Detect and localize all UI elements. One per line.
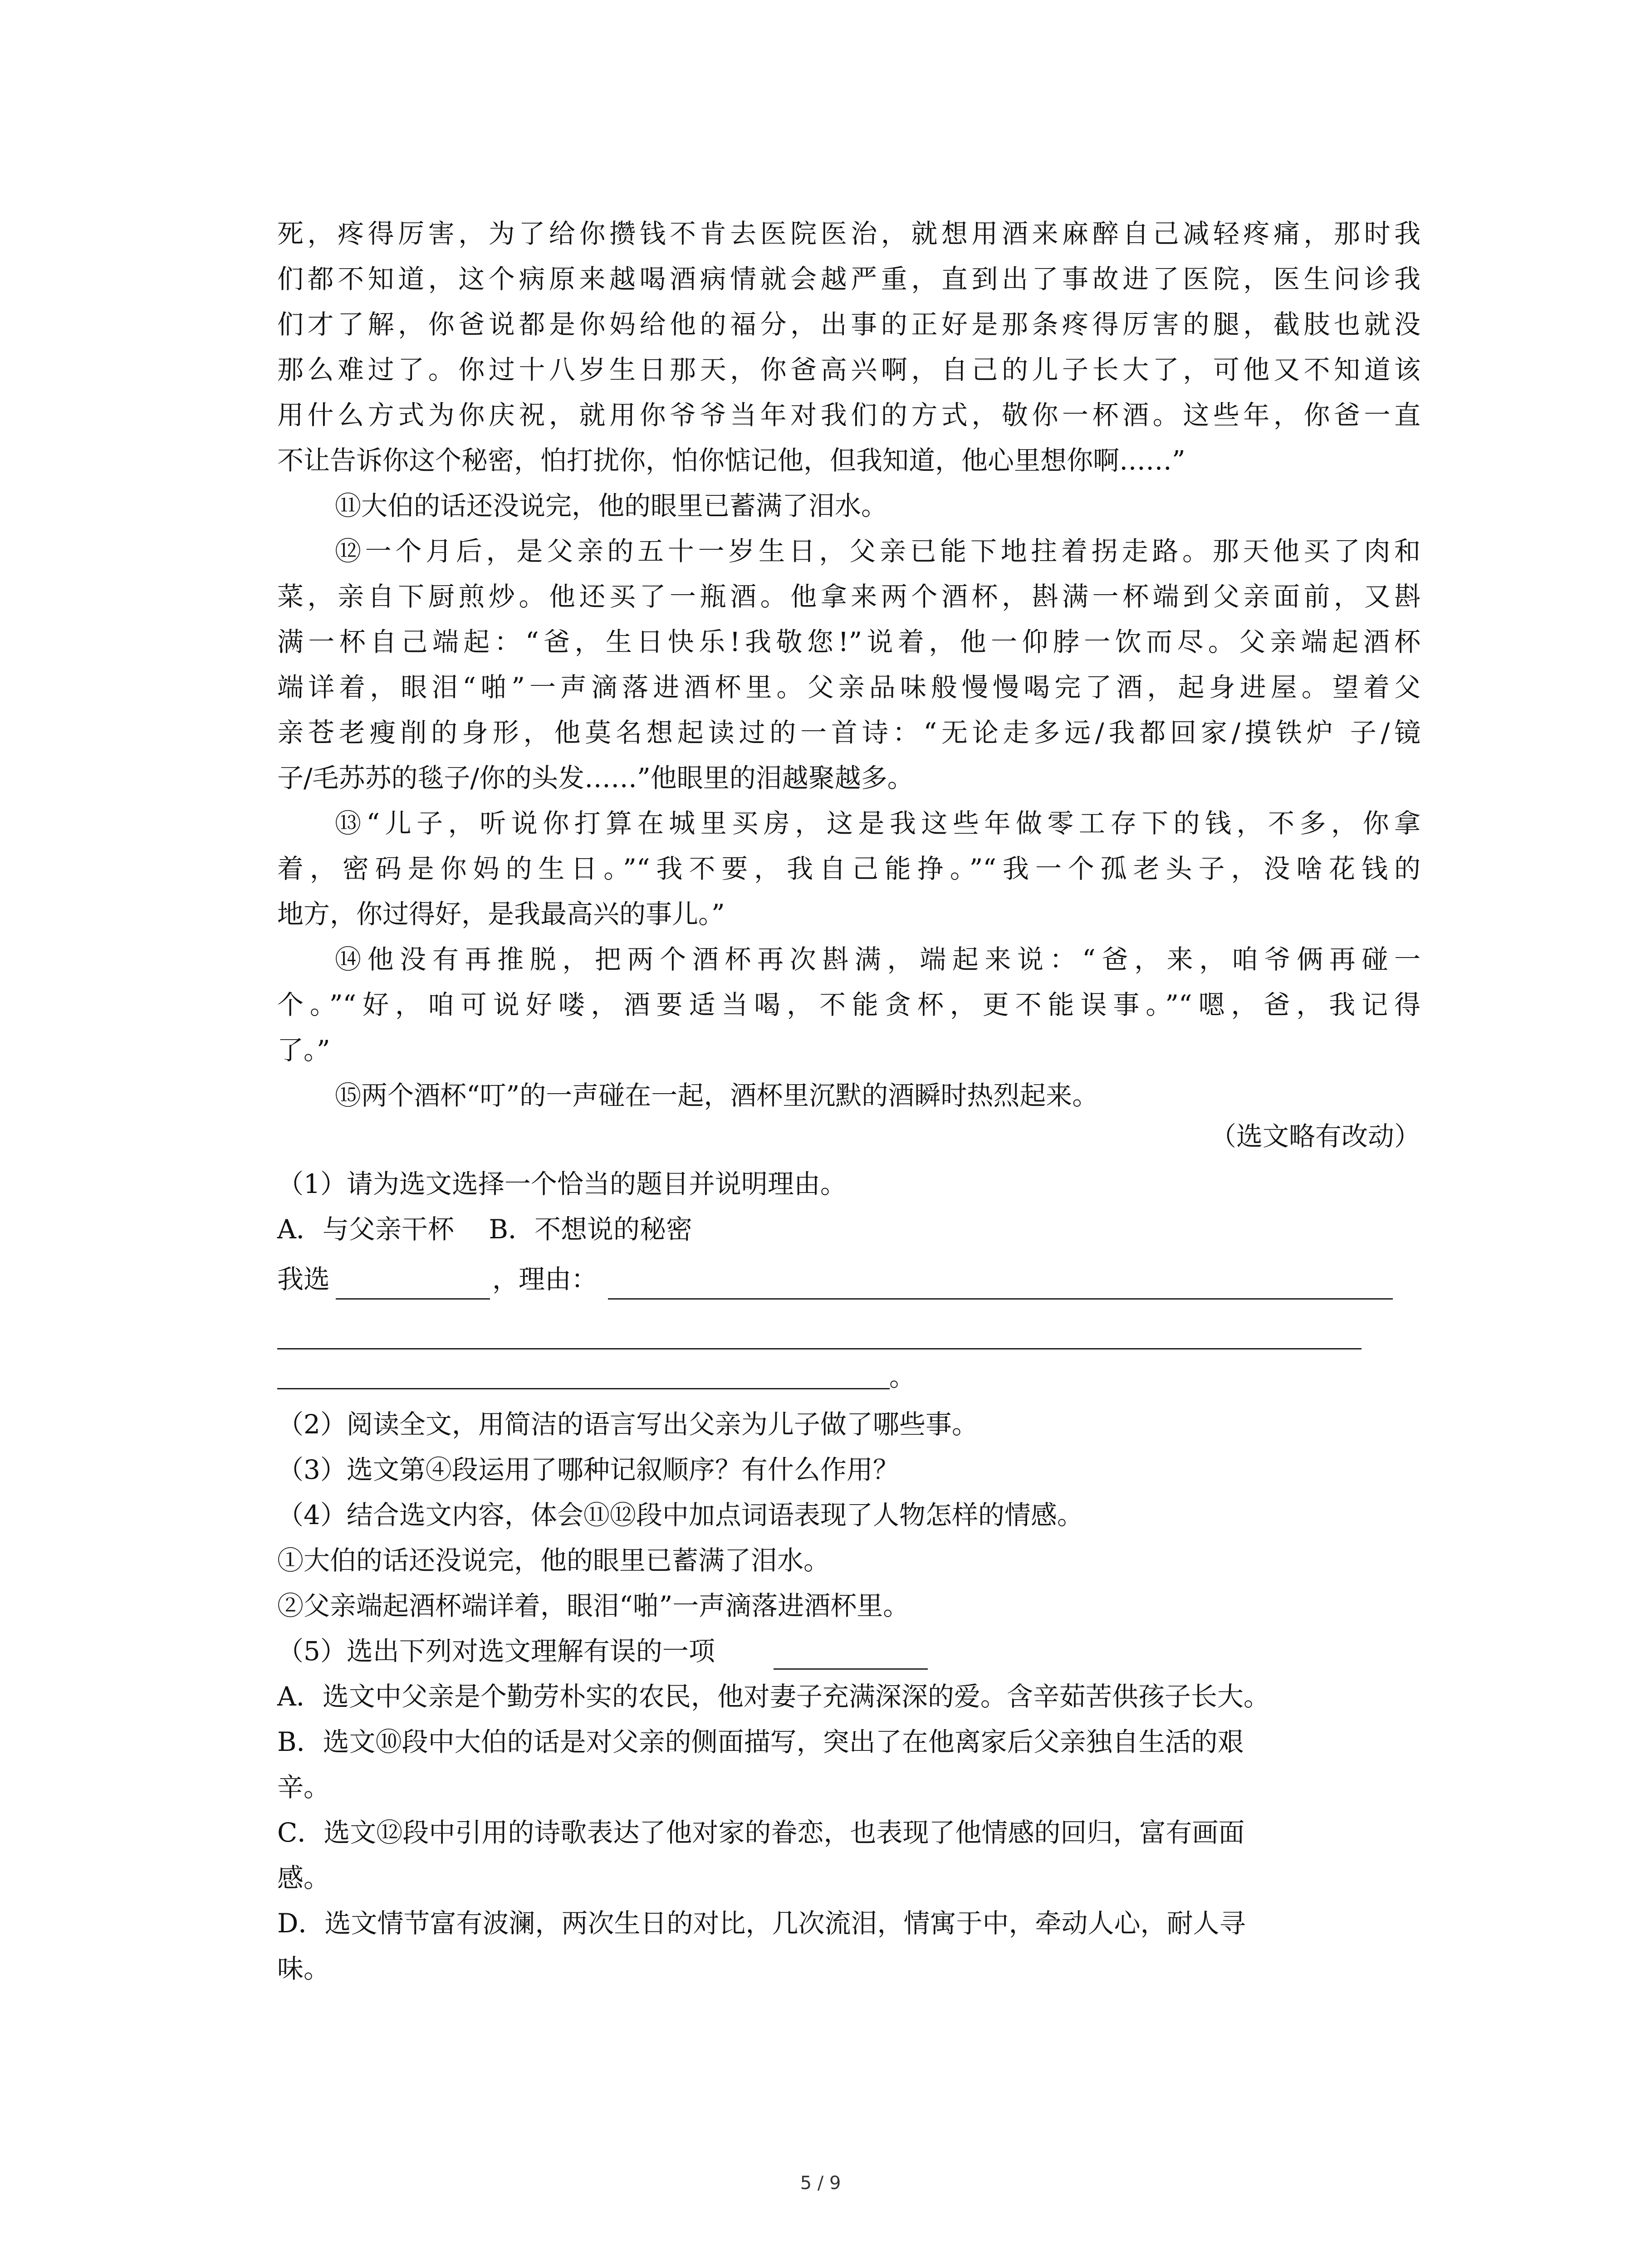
answer-blank-line[interactable]	[277, 1348, 1362, 1349]
question-5: （5）选出下列对选文理解有误的一项	[277, 1636, 715, 1667]
paragraph-11: ⑪大伯的话还没说完，他的眼里已蓄满了泪水。	[335, 490, 888, 521]
question-4-item-b: ②父亲端起酒杯端详着，眼泪“啪”一声滴落进酒杯里。	[277, 1590, 910, 1621]
question-4: （4）结合选文内容，体会⑪⑫段中加点词语表现了人物怎样的情感。	[277, 1500, 1083, 1530]
answer-blank-reason[interactable]	[608, 1298, 1393, 1300]
passage-line: 那么难过了。你过十八岁生日那天，你爸高兴啊，自己的儿子长大了，可他又不知道该	[277, 354, 1421, 385]
passage-line: 亲苍老瘦削的身形，他莫名想起读过的一首诗：“无论走多远/我都回家/摸铁炉 子/镜	[277, 717, 1421, 748]
passage-line: 端详着，眼泪“啪”一声滴落进酒杯里。父亲品味般慢慢喝完了酒，起身进屋。望着父	[277, 672, 1421, 703]
passage-line: 了。”	[277, 1035, 330, 1066]
passage-line: 个。”“好，咱可说好喽，酒要适当喝，不能贪杯，更不能误事。”“嗯，爸，我记得	[277, 989, 1421, 1020]
passage-line: 们都不知道，这个病原来越喝酒病情就会越严重，直到出了事故进了医院，医生问诊我	[277, 264, 1421, 294]
passage-line: 满一杯自己端起：“爸，生日快乐!我敬您!”说着，他一仰脖一饮而尽。父亲端起酒杯	[277, 626, 1421, 657]
question-2: （2）阅读全文，用简洁的语言写出父亲为儿子做了哪些事。	[277, 1409, 978, 1440]
option-d: D．选文情节富有波澜，两次生日的对比，几次流泪，情寓于中，牵动人心，耐人寻	[277, 1908, 1246, 1939]
option-c: C．选文⑫段中引用的诗歌表达了他对家的眷恋，也表现了他情感的回归，富有画面	[277, 1817, 1245, 1848]
paragraph-14: ⑭他没有再推脱，把两个酒杯再次斟满，端起来说：“爸，来，咱爷俩再碰一	[335, 944, 1421, 975]
paragraph-13: ⑬“儿子，听说你打算在城里买房，这是我这些年做零工存下的钱，不多，你拿	[335, 808, 1421, 839]
paragraph-12: ⑫一个月后，是父亲的五十一岁生日，父亲已能下地拄着拐走路。那天他买了肉和	[335, 536, 1421, 567]
passage-line: 不让告诉你这个秘密，怕打扰你，怕你惦记他，但我知道，他心里想你啊……”	[277, 445, 1185, 476]
source-note: （选文略有改动）	[1210, 1121, 1421, 1152]
question-1-choose-label: 我选	[277, 1264, 330, 1295]
option-a: A．选文中父亲是个勤劳朴实的农民，他对妻子充满深深的爱。含辛茹苦供孩子长大。	[277, 1681, 1270, 1712]
question-4-item-a: ①大伯的话还没说完，他的眼里已蓄满了泪水。	[277, 1545, 830, 1576]
passage-line: 死，疼得厉害，为了给你攒钱不肯去医院医治，就想用酒来麻醉自己减轻疼痛，那时我	[277, 218, 1421, 249]
question-1-reason-label: ，理由：	[492, 1264, 598, 1295]
question-1: （1）请为选文选择一个恰当的题目并说明理由。	[277, 1168, 847, 1199]
passage-line: 们才了解，你爸说都是你妈给他的福分，出事的正好是那条疼得厉害的腿，截肢也就没	[277, 309, 1421, 340]
question-1-end-mark: 。	[889, 1361, 916, 1392]
passage-line: 用什么方式为你庆祝，就用你爷爷当年对我们的方式，敬你一杯酒。这些年，你爸一直	[277, 400, 1421, 430]
paragraph-15: ⑮两个酒杯“叮”的一声碰在一起，酒杯里沉默的酒瞬时热烈起来。	[335, 1080, 1099, 1111]
option-b: B．选文⑩段中大伯的话是对父亲的侧面描写，突出了在他离家后父亲独自生活的艰	[277, 1726, 1244, 1757]
passage-line: 地方，你过得好，是我最高兴的事儿。”	[277, 899, 725, 929]
passage-line: 子/毛苏苏的毯子/你的头发……”他眼里的泪越聚越多。	[277, 763, 914, 793]
question-3: （3）选文第④段运用了哪种记叙顺序？有什么作用？	[277, 1454, 899, 1485]
answer-blank-choice[interactable]	[774, 1668, 928, 1670]
page-number: 5 / 9	[800, 2173, 841, 2194]
answer-blank-line[interactable]	[277, 1388, 890, 1389]
option-d-cont: 味。	[277, 1953, 330, 1984]
question-1-options: A．与父亲干杯 B．不想说的秘密	[277, 1214, 692, 1245]
passage-line: 菜，亲自下厨煎炒。他还买了一瓶酒。他拿来两个酒杯，斟满一杯端到父亲面前，又斟	[277, 581, 1421, 612]
option-c-cont: 感。	[277, 1862, 330, 1893]
passage-line: 着，密码是你妈的生日。”“我不要，我自己能挣。”“我一个孤老头子，没啥花钱的	[277, 853, 1421, 884]
option-b-cont: 辛。	[277, 1772, 330, 1803]
answer-blank-choice[interactable]	[336, 1298, 490, 1300]
